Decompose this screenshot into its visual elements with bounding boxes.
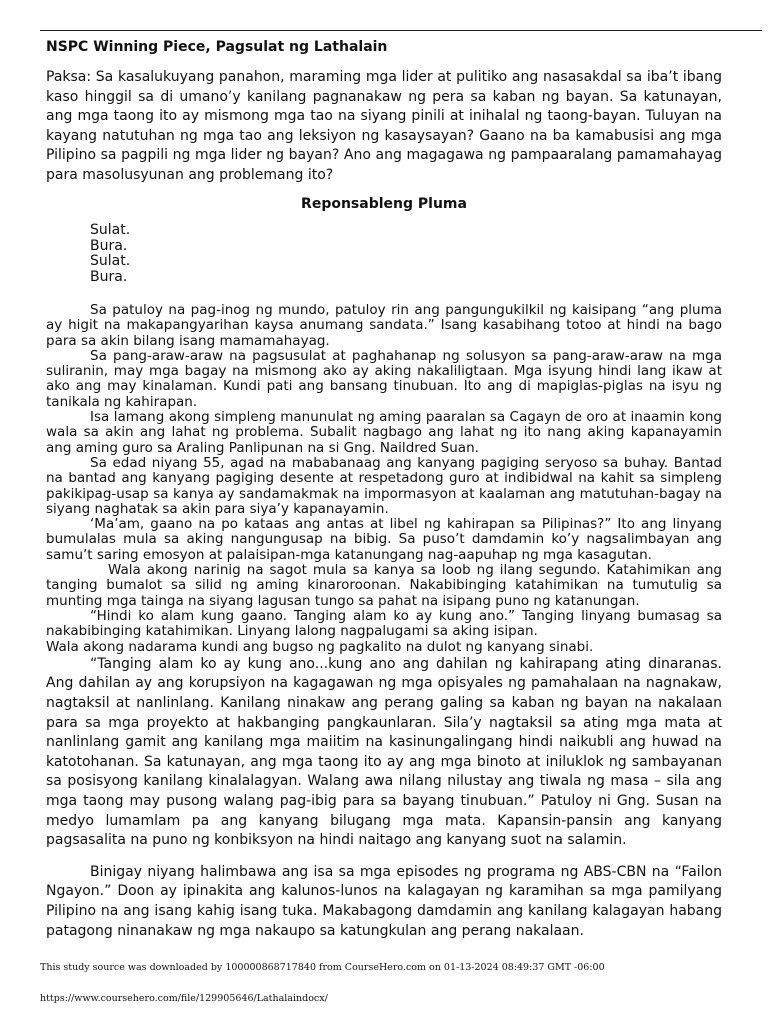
body-paragraph: Wala akong narinig na sagot mula sa kanya sa loob ng ilang segundo. Katahimikan ang tanging bumalot sa silid ng aming kinaroroonan. Nakabibinging katahimikan na tumutulig sa munting mga tainga na siyang lagusan tungo sa pahat na isipang puno ng katanungan.: [46, 562, 722, 609]
download-note: This study source was downloaded by 100000868717840 from CourseHero.com on 01-13-2024 08:49:37 GMT -06:00: [40, 962, 605, 973]
short-line: Sulat.: [90, 253, 131, 269]
document-title: NSPC Winning Piece, Pagsulat ng Lathalain: [46, 39, 388, 55]
short-line: Bura.: [90, 268, 128, 285]
short-line: Sulat.: [90, 222, 131, 238]
body-paragraph: Sa pang-araw-araw na pagsusulat at paghahanap ng solusyon sa pang-araw-araw na mga suliranin, may mga bagay na mismong ako ay aking nakaliligtaan. Mga isyung hindi lang ikaw at ako ang may kinalaman. Kundi pati ang bansang tinubuan. Ito ang di mapiglas-piglas na isyu ng tanikala ng kahirapan.: [46, 347, 722, 410]
paksa-paragraph: Paksa: Sa kasalukuyang panahon, maraming mga lider at pulitiko ang nasasakdal sa iba’t ibang kaso hinggil sa di umano’y kanilang pagnanakaw ng pera sa kaban ng bayan. Sa katunayan, ang mga taong ito ay mismong mga tao na siyang pinili at inihalal ng taong-bayan. Tuluyan na kayang natutuhan ng mga tao ang leksiyon ng kasaysayan? Gaano na ba kamabusisi ang mga Pilipino sa pagpili ng mga lider ng bayan? Ano ang magagawa ng pampaaralang pamamahayag para masolusyunan ang problemang ito?: [46, 69, 722, 183]
top-rule: [40, 30, 762, 31]
body-paragraph: Wala akong nadarama kundi ang bugso ng pagkalito na dulot ng kanyang sinabi.: [46, 638, 594, 655]
body-paragraph: ‘Ma’am, gaano na po kataas ang antas at libel ng kahirapan sa Pilipinas?” Ito ang linyang bumulalas mula sa aking nangungusap na bibig. Sa puso’t damdamin ko’y nagsalimbayan ang samu’t saring emosyon at palaisipan-mga katanungang nag-aapuhap ng mga kasagutan.: [46, 516, 722, 563]
short-line: Bura.: [90, 237, 128, 254]
source-url[interactable]: https://www.coursehero.com/file/129905646/Lathalaindocx/: [40, 993, 328, 1004]
body-paragraph: “Tanging alam ko ay kung ano...kung ano ang dahilan ng kahirapang ating dinaranas. Ang dahilan ay ang korupsiyon na kagagawan ng mga opisyales ng pamahalaan na nagnakaw, nagtaksil at nanlinlang. Kanilang ninakaw ang perang galing sa kaban ng bayan na nakalaan para sa mga proyekto at hakbanging pangkaunlaran. Sila’y nagtaksil sa ating mga mata at nanlinlang gamit ang kanilang mga maiitim na kasinungalingang hindi naikubli ang huwad na katotohanan. Sa katunayan, ang mga taong ito ay ang mga binoto at iniluklok ng sambayanan sa posisyong kanilang kinalalagyan. Walang awa nilang nilustay ang tiwala ng masa – sila ang mga taong may pusong walang pag-ibig para sa bayang tinubuan.” Patuloy ni Gng. Susan na medyo lumamlam pa ang kanyang bilugang mga mata. Kapansin-pansin ang kanyang pagsasalita na puno ng konbiksyon na hindi naitago ang kanyang suot na salamin.: [46, 655, 722, 849]
short-lines: [90, 223, 722, 285]
body-paragraph: Binigay niyang halimbawa ang isa sa mga episodes ng programa ng ABS-CBN na “Failon Ngayon.” Doon ay ipinakita ang kalunos-lunos na kalagayan ng karamihan sa mga pamilyang Pilipino na ang isang kahig isang tuka. Makabagong damdamin ang kanilang kalagayan habang patagong ninanakaw ng mga nakaupo sa katungkulan ang perang nakalaan.: [46, 863, 722, 939]
dense-section: [46, 303, 722, 655]
relaxed-section: [46, 655, 722, 941]
body-paragraph: Isa lamang akong simpleng manunulat ng aming paaralan sa Cagayn de oro at inaamin kong wala sa akin ang lahat ng problema. Subalit nagbago ang lahat ng ito nang aking kapanayamin ang aming guro sa Araling Panlipunan na si Gng. Naildred Suan.: [46, 409, 722, 456]
body-paragraph: Sa patuloy na pag-inog ng mundo, patuloy rin ang pangungukilkil ng kaisipang “ang pluma ay higit na makapangyarihan kaysa anumang sandata.” Isang kasabihang totoo at hindi na bago para sa akin bilang isang mamamahayag.: [46, 302, 722, 349]
body-paragraph: “Hindi ko alam kung gaano. Tanging alam ko ay kung ano.” Tanging linyang bumasag sa nakabibinging katahimikan. Linyang lalong nagpalugami sa aking isipan.: [46, 607, 722, 640]
paragraph-spacer: [46, 851, 722, 863]
body-paragraph: Sa edad niyang 55, agad na mababanaag ang kanyang pagiging seryoso sa buhay. Bantad na bantad ang kanyang pagiging desente at respetadong guro at indibidwal na kahit sa simpleng pakikipag-usap sa kanya ay sandamakmak na impormasyon at kaalaman ang matutuhan-bagay na siyang naghatak sa akin para siya’y kapanayamin.: [46, 454, 722, 517]
article-heading: Reponsableng Pluma: [301, 196, 467, 212]
document-body: [46, 38, 722, 941]
